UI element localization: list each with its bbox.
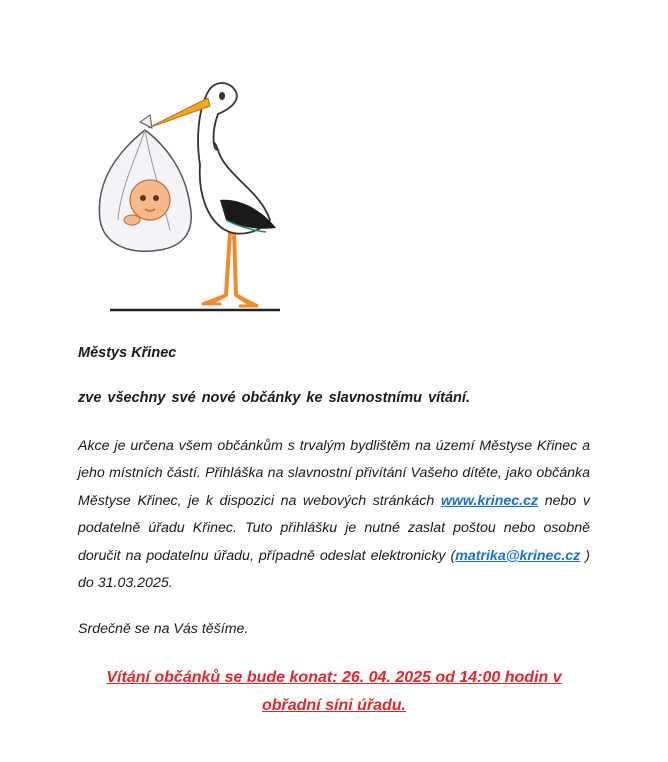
stork-legs [210,232,250,304]
main-paragraph [78,433,590,597]
event-line-2: obřadní síni úřadu. [261,697,406,714]
event-line-1: Vítání občánků se bude konat: 26. 04. 2025 od 14:00 hodin v [106,669,562,686]
email-link[interactable]: matrika@krinec.cz [455,547,581,564]
para-text-1: Akce je určena všem občánkům s trvalým bydlištěm na území Městyse Křinec a jeho místních částí. Přihláška na slavnostní přivítání Vašeho dítěte, jako občánka Městyse Křinec, je k dispozici na webových stránkách [78,438,590,509]
heading: Městys Křinec [78,345,177,361]
invite-line: zve všechny své nové občánky ke slavnostnímu vítání. [78,390,470,406]
baby-face [130,180,170,220]
stork-illustration [90,70,290,320]
para-text-3: ) do 31.03.2025. [78,547,590,592]
web-link[interactable]: www.krinec.cz [440,492,539,509]
closing-line: Srdečně se na Vás těšíme. [78,621,249,637]
para-text-2: nebo v podatelně úřadu Křinec. Tuto přihlášku je nutné zaslat poštou nebo osobně doručit na podatelnu úřadu, případně odeslat elektronicky ( [78,492,591,564]
event-announcement [0,664,668,720]
